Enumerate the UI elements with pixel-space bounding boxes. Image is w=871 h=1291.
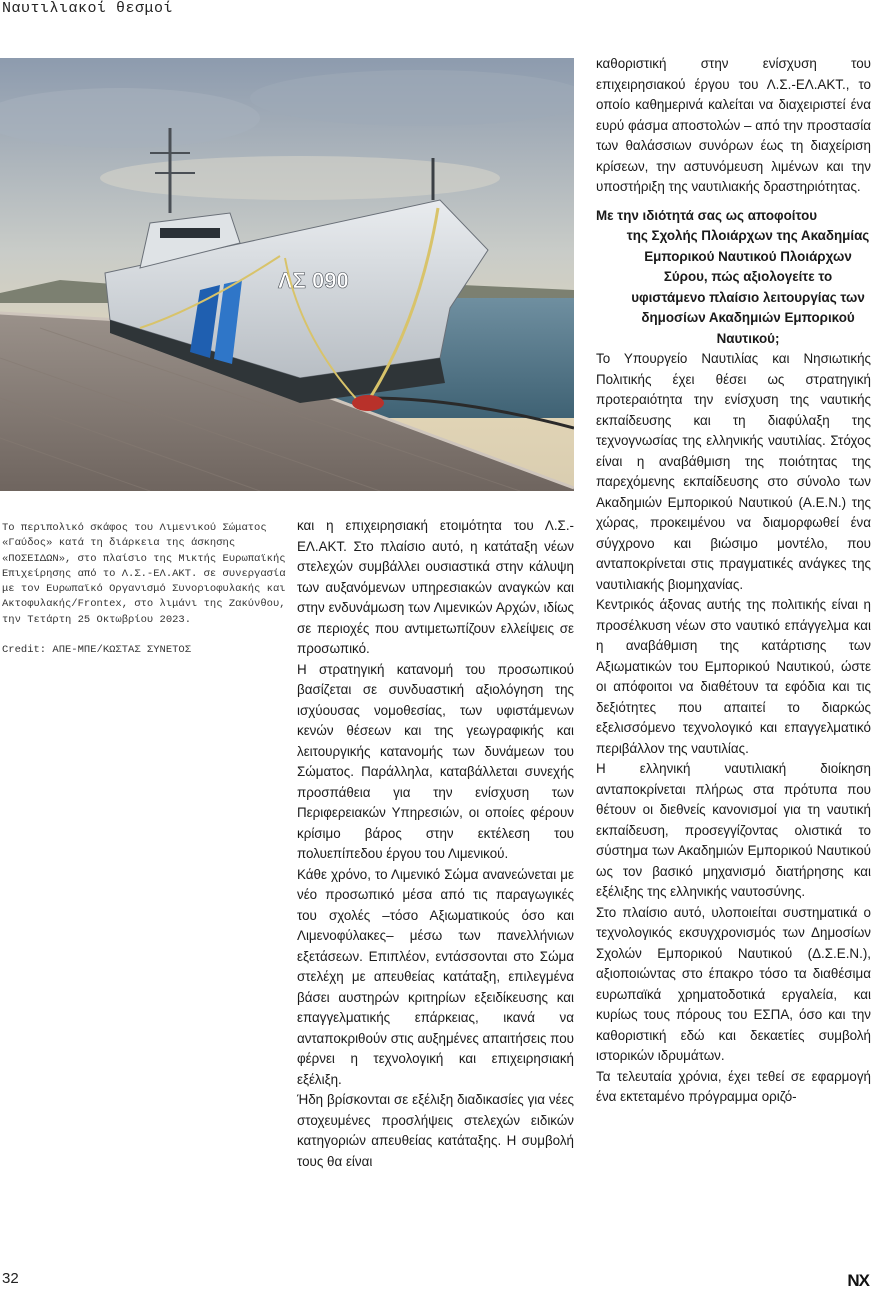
paragraph: Τα τελευταία χρόνια, έχει τεθεί σε εφαρμογή ένα εκτεταμένο πρόγραμμα οριζό- <box>596 1068 871 1104</box>
article-column-right <box>596 54 871 1108</box>
caption-text: Το περιπολικό σκάφος του Λιμενικού Σώματος «Γαύδος» κατά τη διάρκεια της άσκησης «ΠΟΣΕΙΔΩΝ», στο πλαίσιο της Μικτής Ευρωπαϊκής Επιχείρησης από το Λ.Σ.-ΕΛ.ΑΚΤ. σε συνεργασία με τον Ευρωπαϊκό Οργανισμό Συνοριοφυλακής και Ακτοφυλακής/Frontex, στο λιμάνι της Ζακύνθου, την Τετάρτη 25 Οκτωβρίου 2023. <box>2 522 286 626</box>
paragraph: Κεντρικός άξονας αυτής της πολιτικής είναι η προσέλκυση νέων στο ναυτικό επάγγελμα και η αναβάθμιση της κατάρτισης των Αξιωματικών του Εμπορικού Ναυτικού, ώστε οι απόφοιτοι να διαθέτουν τα εφόδια και τις δεξιότητες που απαιτεί το διαρκώς εξελισσόμενο τεχνολογικό και επαγγελματικό περιβάλλον της ναυτιλίας. <box>596 597 871 756</box>
photo-credit: Credit: ΑΠΕ-ΜΠΕ/ΚΩΣΤΑΣ ΣΥΝΕΤΟΣ <box>2 644 192 657</box>
vessel-marking: ΛΣ 090 <box>278 268 349 293</box>
page-number: 32 <box>2 1270 19 1287</box>
question-first-line: Με την ιδιότητά σας ως αποφοίτου <box>596 207 818 223</box>
paragraph: καθοριστική στην ενίσχυση του επιχειρησιακού έργου του Λ.Σ.-ΕΛ.ΑΚΤ., το οποίο καθημερινά καλείται να διαχειριστεί ένα ευρύ φάσμα αποστολών – από την προστασία των θαλάσσιων συνόρων έως τη διαχείριση κρίσεων, την αστυνόμευση λιμένων και την υποστήριξη της ναυτιλιακής δραστηριότητας. <box>596 56 871 194</box>
interview-question <box>596 206 871 350</box>
paragraph: και η επιχειρησιακή ετοιμότητα του Λ.Σ.-ΕΛ.ΑΚΤ. Στο πλαίσιο αυτό, η κατάταξη νέων στελεχών συμβάλλει ουσιαστικά στην κάλυψη των αυξανόμενων υπηρεσιακών αναγκών και στην ενδυνάμωση των Λιμενικών Αρχών, ιδίως σε περιοχές που αντιμετωπίζουν ελλείψεις σε προσωπικό. <box>297 518 574 656</box>
paragraph: Η ελληνική ναυτιλιακή διοίκηση ανταποκρίνεται πλήρως στα πρότυπα που θέτουν οι διεθνείς κανονισμοί για τη ναυτική εκπαίδευση, προσεγγίζοντας ολιστικά το σύστημα των Ακαδημιών Εμπορικού Ναυτικού ως τον βασικό μηχανισμό διατήρησης και εξέλιξης της ελληνικής ναυτοσύνης. <box>596 761 871 899</box>
magazine-logo: NX <box>847 1271 869 1290</box>
question-rest: της Σχολής Πλοιάρχων της Ακαδημίας Εμπορικού Ναυτικού Πλοιάρχων Σύρου, πώς αξιολογείτε το υφιστάμενο πλαίσιο λειτουργίας των δημοσίων Ακαδημιών Εμπορικού Ναυτικού; <box>626 228 870 346</box>
paragraph: Το Υπουργείο Ναυτιλίας και Νησιωτικής Πολιτικής έχει θέσει ως στρατηγική προτεραιότητα την ενίσχυση της ναυτικής εκπαίδευσης και τη διαφύλαξη της τεχνογνωσίας της ελληνικής ναυτιλίας. Στόχος είναι η αναβάθμιση της ποιότητας της παρεχόμενης εκπαίδευσης στο σύνολο των Ακαδημιών Εμπορικού Ναυτικού (Α.Ε.Ν.) της χώρας, προκειμένου να διαμορφωθεί ένα σύγχρονο και βιώσιμο μοντέλο, που ανταποκρίνεται στις πραγματικές ανάγκες της ναυτιλιακής βιομηχανίας. <box>596 351 871 592</box>
paragraph: Η στρατηγική κατανομή του προσωπικού βασίζεται σε συνδυαστική αξιολόγηση της ισχύουσας νομοθεσίας, των υφιστάμενων κενών θέσεων και της γεωγραφικής και λειτουργικής κατανομής των δυνάμεων του Σώματος. Παράλληλα, καταβάλλεται συνεχής προσπάθεια για την ενίσχυση των Περιφερειακών Υπηρεσιών, οι οποίες φέρουν κρίσιμο βάρος στην εκτέλεση του πολυεπίπεδου έργου του Λιμενικού. <box>297 661 574 861</box>
paragraph: Κάθε χρόνο, το Λιμενικό Σώμα ανανεώνεται με νέο προσωπικό μέσα από τις παραγωγικές του σχολές –τόσο Αξιωματικούς όσο και Λιμενοφύλακες– μέσω των πανελλήνιων εξετάσεων. Επιπλέον, εντάσσονται στο Σώμα στελέχη με απευθείας κατάταξη, επιλεγμένα βάσει αυστηρών κριτηρίων εξειδίκευσης και επαγγελματικής επάρκειας, ικανά να ανταποκριθούν στις αυξημένες απαιτήσεις που φέρνει η τεχνολογική και επιχειρησιακή εξέλιξη. <box>297 866 574 1087</box>
photo-caption <box>2 521 287 658</box>
ship-photo <box>0 58 574 491</box>
section-title: Ναυτιλιακοί θεσμοί <box>2 0 174 17</box>
paragraph: Στο πλαίσιο αυτό, υλοποιείται συστηματικά ο τεχνολογικός εκσυγχρονισμός των Δημοσίων Σχολών Εμπορικού Ναυτικού (Δ.Σ.Ε.Ν.), αξιοποιώντας στο έπακρο τόσο τα διαθέσιμα ευρωπαϊκά χρηματοδοτικά εργαλεία, και κυρίως τους πόρους του ΕΣΠΑ, όσο και την καθοριστική εδώ και δεκαετίες συμβολή ιστορικών ιδρυμάτων. <box>596 904 871 1063</box>
article-column-middle <box>297 516 574 1172</box>
paragraph: Ήδη βρίσκονται σε εξέλιξη διαδικασίες για νέες στοχευμένες προσλήψεις στελεχών ειδικών κατηγοριών απευθείας κατάταξης. Η συμβολή τους θα είναι <box>297 1092 574 1169</box>
